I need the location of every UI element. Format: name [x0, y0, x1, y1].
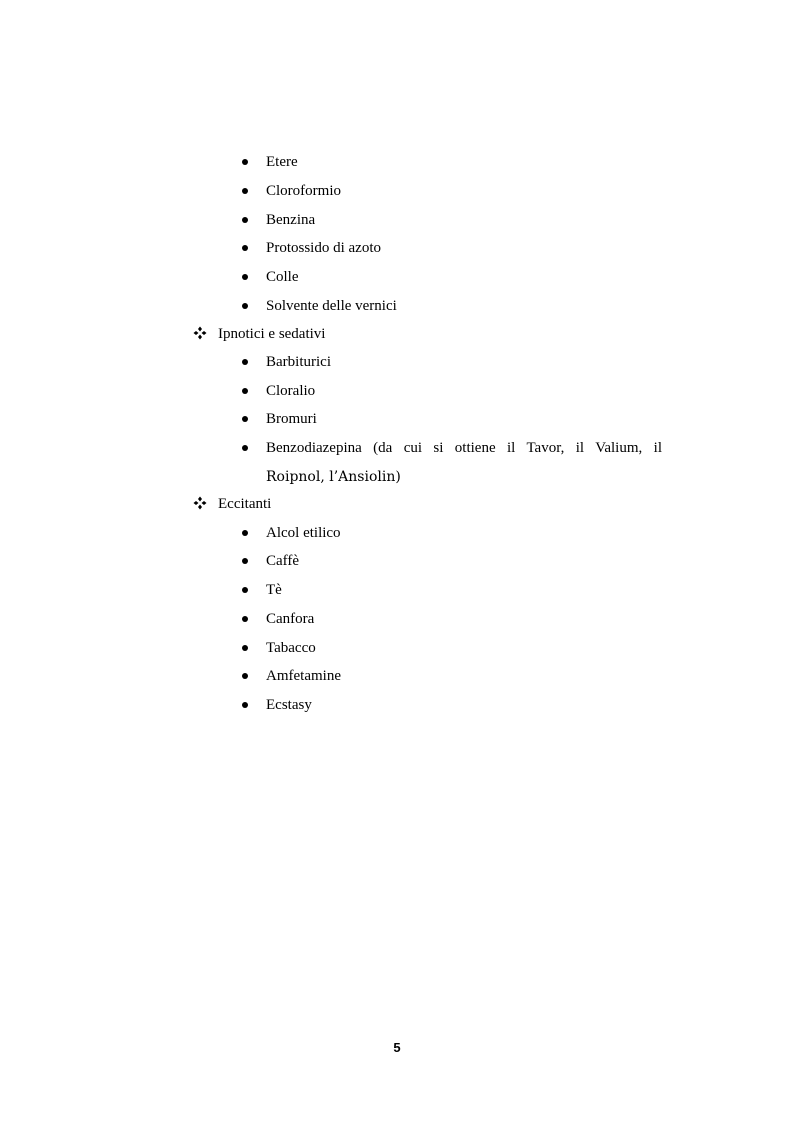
bullet-icon [242, 388, 248, 394]
list-item-long: Benzodiazepina (da cui si ottiene il Tavor, il Valium, il [266, 440, 662, 456]
bullet-icon [242, 702, 248, 708]
list-item: Colle [266, 269, 299, 285]
diamond-bullet-icon [193, 326, 207, 340]
list-item: Canfora [266, 611, 315, 627]
bullet-icon [242, 530, 248, 536]
bullet-icon [242, 616, 248, 622]
bullet-icon [242, 673, 248, 679]
bullet-icon [242, 587, 248, 593]
bullet-icon [242, 188, 248, 194]
list-item: Bromuri [266, 411, 317, 427]
list-item: Solvente delle vernici [266, 298, 397, 314]
diamond-bullet-icon [193, 496, 207, 510]
list-item: Amfetamine [266, 668, 341, 684]
page-number: 5 [393, 1040, 401, 1055]
list-item: Alcol etilico [266, 525, 341, 541]
list-item: Cloroformio [266, 183, 341, 199]
bullet-icon [242, 245, 248, 251]
bullet-icon [242, 217, 248, 223]
bullet-icon [242, 303, 248, 309]
category-title: Eccitanti [218, 496, 272, 512]
list-item-continuation: Roipnol, l’Ansiolin) [266, 469, 401, 485]
bullet-icon [242, 159, 248, 165]
bullet-icon [242, 359, 248, 365]
list-item: Caffè [266, 553, 300, 569]
bullet-icon [242, 416, 248, 422]
list-item: Barbiturici [266, 354, 331, 370]
list-item: Protossido di azoto [266, 240, 381, 256]
list-item: Etere [266, 154, 298, 170]
bullet-icon [242, 445, 248, 451]
list-item: Cloralio [266, 383, 316, 399]
category-title: Ipnotici e sedativi [218, 326, 326, 342]
bullet-icon [242, 558, 248, 564]
list-item: Tabacco [266, 640, 316, 656]
list-item: Benzina [266, 212, 316, 228]
list-item: Ecstasy [266, 697, 312, 713]
list-item: Tè [266, 582, 282, 598]
bullet-icon [242, 645, 248, 651]
bullet-icon [242, 274, 248, 280]
